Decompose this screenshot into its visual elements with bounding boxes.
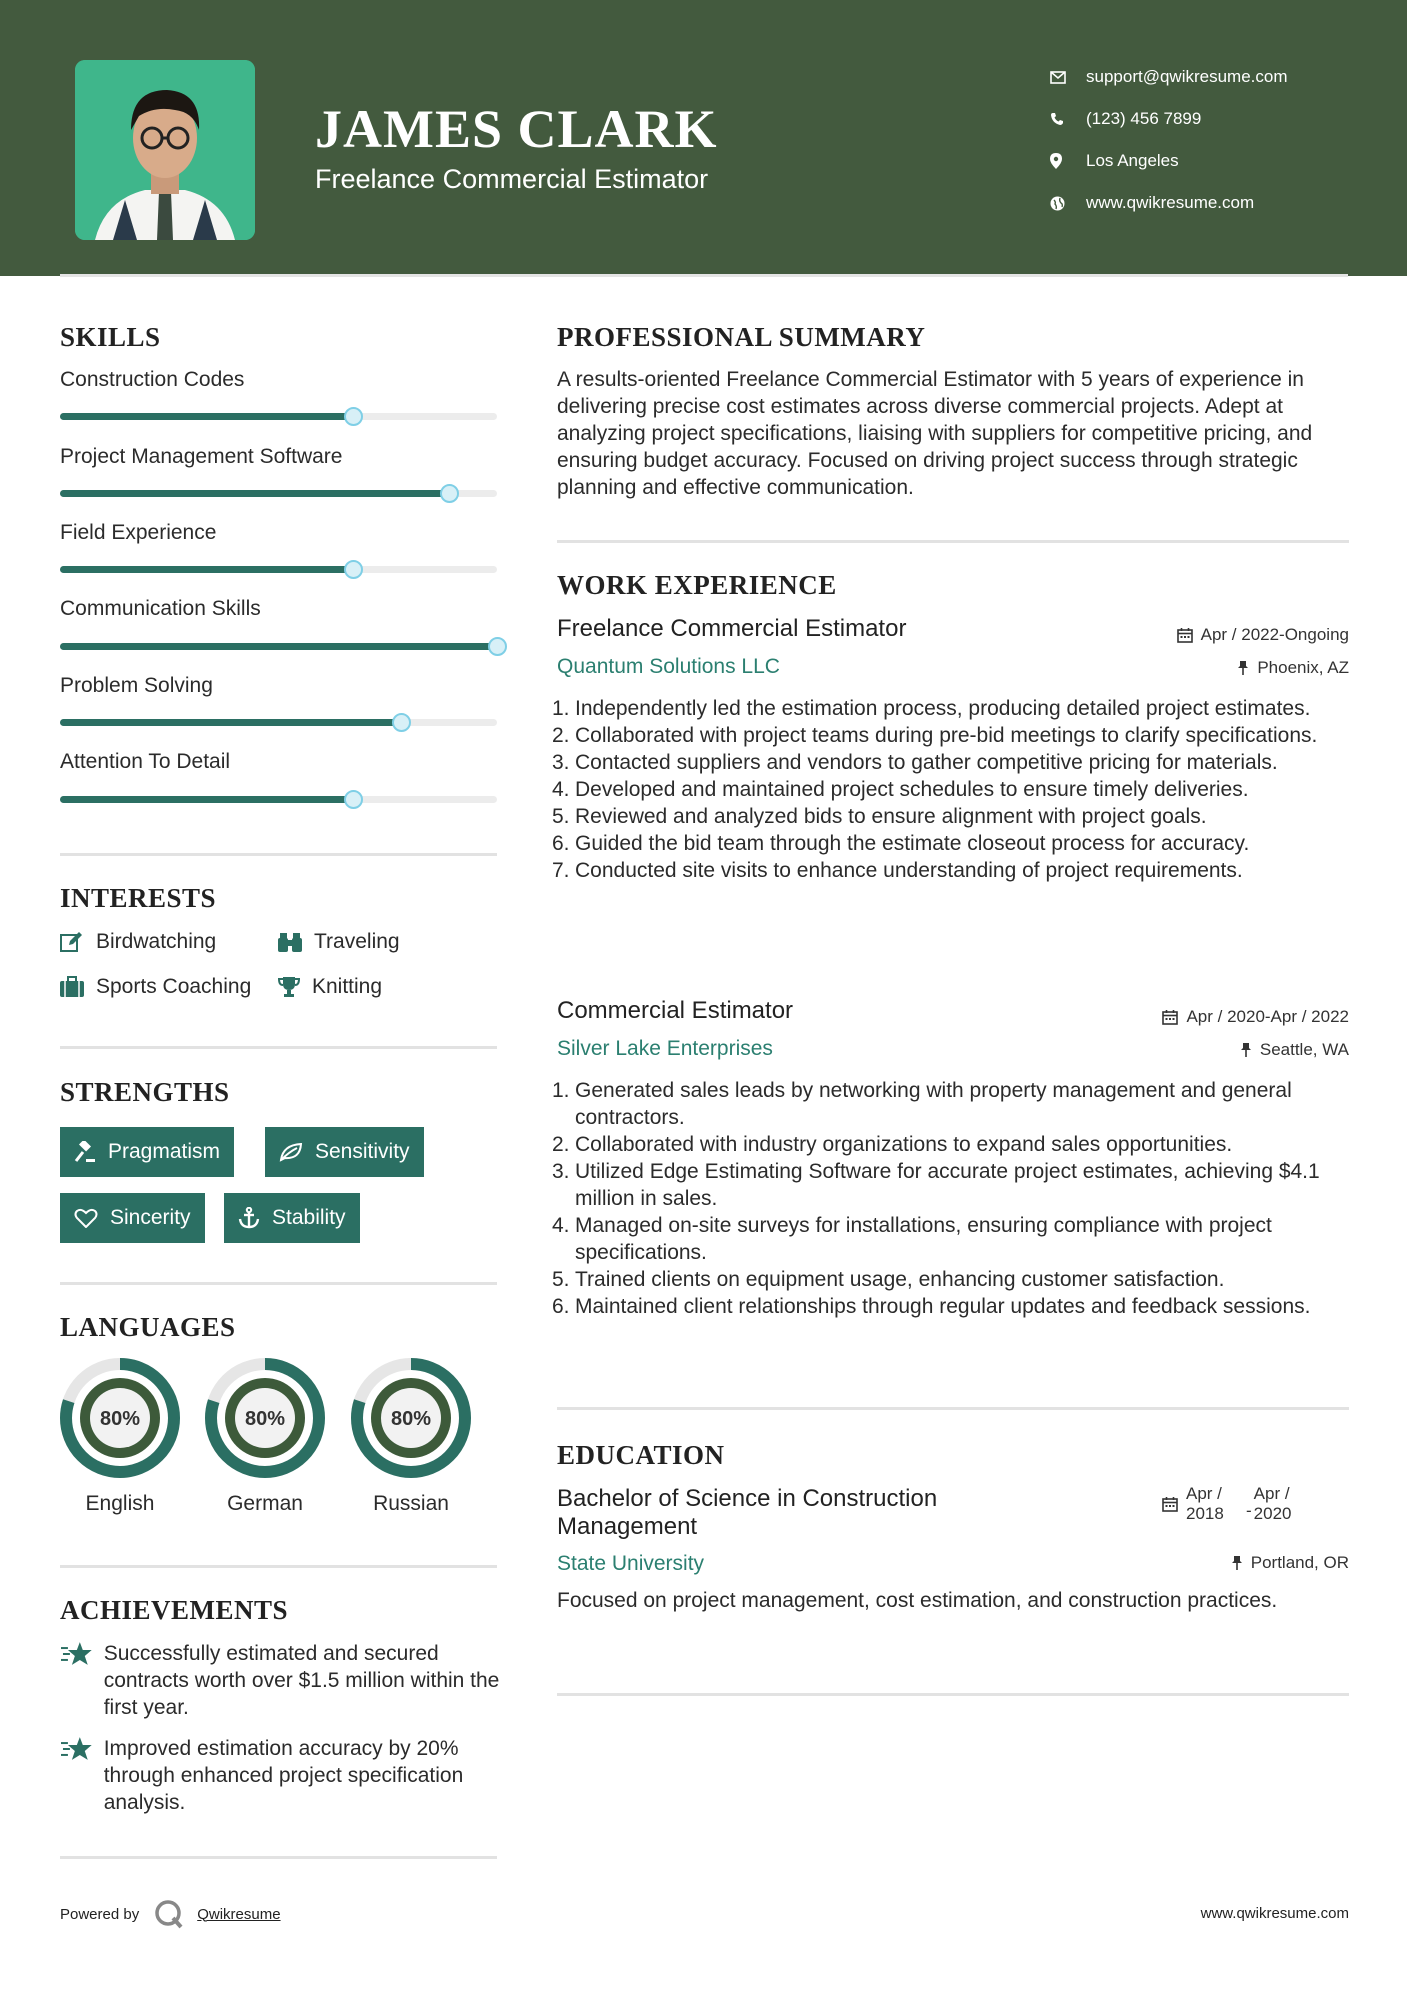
job-role: Commercial Estimator: [557, 997, 794, 1024]
skills-heading: SKILLS: [60, 322, 161, 352]
trophy-icon: [278, 976, 300, 998]
profile-photo: [75, 60, 255, 240]
interest-item: [60, 975, 251, 999]
bullet-text: Maintained client relationships through regular updates and feedback sessions.: [575, 1295, 1311, 1318]
skill-bar: [60, 796, 497, 803]
contact-website-text: www.qwikresume.com: [1086, 193, 1255, 212]
job-bullet: 3. Utilized Edge Estimating Software for accurate project estimates, achieving $4.1 million in sales.: [552, 1158, 1357, 1212]
summary-heading: PROFESSIONAL SUMMARY: [557, 322, 926, 352]
contact-email-text: support@qwikresume.com: [1086, 67, 1288, 86]
header-divider: [60, 274, 1348, 277]
degree-line: Management: [557, 1513, 698, 1540]
resume-header: [0, 0, 1407, 276]
footer-powered-by: [60, 1898, 281, 1930]
heart-icon: [74, 1208, 98, 1228]
strength-label: Stability: [272, 1206, 346, 1229]
skill-label: Field Experience: [60, 521, 217, 544]
bullet-text: Collaborated with project teams during pre-bid meetings to clarify specifications.: [575, 724, 1318, 747]
job-dates: [1162, 1007, 1349, 1027]
achievement-text: Successfully estimated and secured contracts worth over $1.5 million within the first year.: [103, 1642, 500, 1719]
job-location: [1237, 658, 1349, 678]
contact-location: [1050, 140, 1380, 182]
pushpin-icon: [1231, 1555, 1243, 1571]
section-divider: [557, 1407, 1349, 1410]
summary-text: A results-oriented Freelance Commercial Estimator with 5 years of experience in delivering precise cost estimates across diverse commercial projects. Adept at analyzing project specifications, liaising with suppliers for competitive pricing, and ensuring budget accuracy. Focused on driving project success through strategic planning and effective communication.: [557, 368, 1313, 499]
section-divider: [60, 1565, 497, 1568]
skill-bar-fill: [60, 719, 401, 726]
qwikresume-link[interactable]: Qwikresume: [197, 1905, 281, 1923]
skill-bar-knob: [344, 560, 363, 579]
skill-bar-fill: [60, 643, 497, 650]
interest-label: Traveling: [314, 930, 400, 953]
skill-bar: [60, 413, 497, 420]
contact-list: [1050, 56, 1380, 224]
job-bullet: 2. Collaborated with industry organizations to expand sales opportunities.: [552, 1133, 1233, 1156]
bullet-text: Conducted site visits to enhance understanding of project requirements.: [575, 859, 1243, 882]
contact-email[interactable]: [1050, 56, 1380, 98]
powered-by-text: Powered by: [60, 1905, 140, 1923]
contact-phone-text: (123) 456 7899: [1086, 109, 1202, 128]
skill-bar-fill: [60, 796, 353, 803]
job-company: Quantum Solutions LLC: [557, 655, 780, 678]
envelope-icon: [1050, 71, 1086, 84]
job-location-text: Phoenix, AZ: [1257, 658, 1349, 677]
interest-item: [278, 975, 382, 999]
interest-item: [278, 930, 400, 954]
skill-label: Project Management Software: [60, 445, 343, 468]
bullet-text: Contacted suppliers and vendors to gather competitive pricing for materials.: [575, 751, 1278, 774]
achievement-item: [60, 1735, 500, 1816]
job-role: Freelance Commercial Estimator: [557, 615, 907, 642]
bullet-text: Developed and maintained project schedules to ensure timely deliveries.: [575, 778, 1249, 801]
achievements-heading: ACHIEVEMENTS: [60, 1595, 289, 1625]
job-bullet: 1. Independently led the estimation process, producing detailed project estimates.: [552, 697, 1311, 720]
footer-website[interactable]: www.qwikresume.com: [1200, 1905, 1349, 1922]
language-gauge: [350, 1357, 472, 1484]
degree-line: Bachelor of Science in Construction: [557, 1485, 938, 1512]
skill-bar-knob: [392, 713, 411, 732]
skill-bar-fill: [60, 566, 353, 573]
job-bullets: [552, 695, 1357, 884]
qwikresume-logo-icon: [153, 1898, 185, 1930]
language-percent: 80%: [244, 1408, 286, 1430]
education-school: State University: [557, 1552, 705, 1575]
skill-bar-knob: [344, 790, 363, 809]
skill-label: Construction Codes: [60, 368, 245, 391]
section-divider: [557, 1693, 1349, 1696]
contact-location-text: Los Angeles: [1086, 151, 1179, 170]
contact-phone[interactable]: [1050, 98, 1380, 140]
edu-end-year: 2020: [1253, 1504, 1292, 1523]
anchor-icon: [238, 1207, 260, 1229]
language-percent: 80%: [99, 1408, 141, 1430]
skill-bar: [60, 490, 497, 497]
globe-icon: [1050, 196, 1086, 211]
gavel-icon: [74, 1141, 96, 1163]
job-dates-text: Apr / 2022-Ongoing: [1200, 625, 1349, 644]
leaf-icon: [279, 1142, 303, 1162]
achievement-item: [60, 1640, 500, 1721]
education-heading: EDUCATION: [557, 1440, 725, 1470]
skill-bar-knob: [488, 637, 507, 656]
achievement-text: Improved estimation accuracy by 20% through enhanced project specification analysis.: [103, 1737, 464, 1814]
pushpin-icon: [1237, 660, 1249, 676]
job-bullets: [552, 1077, 1357, 1320]
strength-chip: [265, 1127, 424, 1177]
job-bullet: 1. Generated sales leads by networking with property management and general contractors.: [552, 1077, 1357, 1131]
edu-end: [1254, 1484, 1292, 1524]
job-bullet: 6. Guided the bid team through the estimate closeout process for accuracy.: [552, 832, 1250, 855]
interest-label: Knitting: [312, 975, 383, 998]
language-donut: [204, 1357, 326, 1479]
interests-heading: INTERESTS: [60, 883, 217, 913]
bullet-text: Reviewed and analyzed bids to ensure alignment with project goals.: [575, 805, 1207, 828]
strengths-heading: STRENGTHS: [60, 1077, 230, 1107]
job-location: [1240, 1040, 1349, 1060]
skill-label: Attention To Detail: [60, 750, 231, 773]
pushpin-icon: [1240, 1042, 1252, 1058]
strength-chip: [60, 1127, 234, 1177]
job-company: Silver Lake Enterprises: [557, 1037, 773, 1060]
job-location-text: Seattle, WA: [1259, 1040, 1349, 1059]
calendar-icon: [1162, 1009, 1178, 1025]
skill-bar: [60, 643, 497, 650]
star-award-icon: [60, 1640, 94, 1668]
education-dates: [1162, 1484, 1292, 1524]
bullet-text: Collaborated with industry organizations to expand sales opportunities.: [575, 1133, 1233, 1156]
edu-start-month: Apr /: [1186, 1484, 1222, 1503]
section-divider: [60, 853, 497, 856]
phone-icon: [1050, 112, 1086, 126]
skill-bar: [60, 566, 497, 573]
strength-label: Sincerity: [110, 1206, 191, 1229]
strength-label: Pragmatism: [108, 1140, 221, 1163]
star-award-icon: [60, 1735, 94, 1763]
job-bullet: 3. Contacted suppliers and vendors to gather competitive pricing for materials.: [552, 751, 1278, 774]
edu-end-month: Apr /: [1253, 1484, 1290, 1503]
interest-label: Birdwatching: [96, 930, 217, 953]
language-donut: [350, 1357, 472, 1479]
job-bullet: 5. Trained clients on equipment usage, enhancing customer satisfaction.: [552, 1268, 1225, 1291]
language-gauge: [204, 1357, 326, 1484]
bullet-text: Generated sales leads by networking with property management and general contractors.: [575, 1079, 1292, 1129]
bullet-text: Guided the bid team through the estimate closeout process for accuracy.: [575, 832, 1250, 855]
education-location: [1231, 1553, 1349, 1573]
interest-item: [60, 930, 216, 954]
edu-start-year: 2018: [1186, 1504, 1224, 1523]
experience-heading: WORK EXPERIENCE: [557, 570, 837, 600]
candidate-title: Freelance Commercial Estimator: [315, 164, 709, 194]
language-label: English: [85, 1492, 155, 1515]
language-donut: [59, 1357, 181, 1479]
languages-heading: LANGUAGES: [60, 1312, 236, 1342]
contact-website[interactable]: [1050, 182, 1380, 224]
map-pin-icon: [1050, 153, 1086, 169]
section-divider: [60, 1282, 497, 1285]
language-label: German: [227, 1492, 303, 1515]
section-divider: [60, 1856, 497, 1859]
skill-bar-fill: [60, 490, 449, 497]
job-bullet: 2. Collaborated with project teams during pre-bid meetings to clarify specifications.: [552, 724, 1318, 747]
education-location-text: Portland, OR: [1250, 1553, 1349, 1572]
job-bullet: 5. Reviewed and analyzed bids to ensure alignment with project goals.: [552, 805, 1207, 828]
skill-bar: [60, 719, 497, 726]
bullet-text: Utilized Edge Estimating Software for accurate project estimates, achieving $4.1 million in sales.: [575, 1160, 1320, 1210]
job-bullet: 6. Maintained client relationships through regular updates and feedback sessions.: [552, 1295, 1311, 1318]
interest-label: Sports Coaching: [96, 975, 252, 998]
job-bullet: 4. Managed on-site surveys for installations, ensuring compliance with project specifications.: [552, 1212, 1357, 1266]
briefcase-icon: [60, 976, 84, 998]
edu-date-dash: -: [1246, 1501, 1252, 1520]
job-dates-text: Apr / 2020-Apr / 2022: [1186, 1007, 1349, 1026]
job-dates: [1177, 625, 1349, 645]
job-bullet: 7. Conducted site visits to enhance understanding of project requirements.: [552, 859, 1243, 882]
edu-start: [1186, 1484, 1238, 1524]
calendar-icon: [1162, 1496, 1178, 1512]
strength-label: Sensitivity: [315, 1140, 410, 1163]
binoculars-icon: [278, 931, 302, 953]
avatar: [75, 60, 255, 240]
skill-bar-knob: [344, 407, 363, 426]
skill-label: Problem Solving: [60, 674, 213, 697]
skill-label: Communication Skills: [60, 597, 261, 620]
job-bullet: 4. Developed and maintained project schedules to ensure timely deliveries.: [552, 778, 1249, 801]
bullet-text: Trained clients on equipment usage, enhancing customer satisfaction.: [575, 1268, 1225, 1291]
skill-bar-fill: [60, 413, 353, 420]
section-divider: [557, 540, 1349, 543]
bullet-text: Managed on-site surveys for installations, ensuring compliance with project specifications.: [575, 1214, 1272, 1264]
section-divider: [60, 1046, 497, 1049]
language-percent: 80%: [390, 1408, 432, 1430]
language-label: Russian: [373, 1492, 449, 1515]
language-gauge: [59, 1357, 181, 1484]
education-degree: [557, 1485, 937, 1541]
strength-chip: [224, 1193, 360, 1243]
education-description: Focused on project management, cost estimation, and construction practices.: [557, 1589, 1278, 1612]
candidate-name: JAMES CLARK: [315, 99, 718, 159]
bullet-text: Independently led the estimation process, producing detailed project estimates.: [575, 697, 1311, 720]
strength-chip: [60, 1193, 205, 1243]
calendar-icon: [1177, 627, 1193, 643]
skill-bar-knob: [440, 484, 459, 503]
edit-icon: [60, 931, 84, 953]
